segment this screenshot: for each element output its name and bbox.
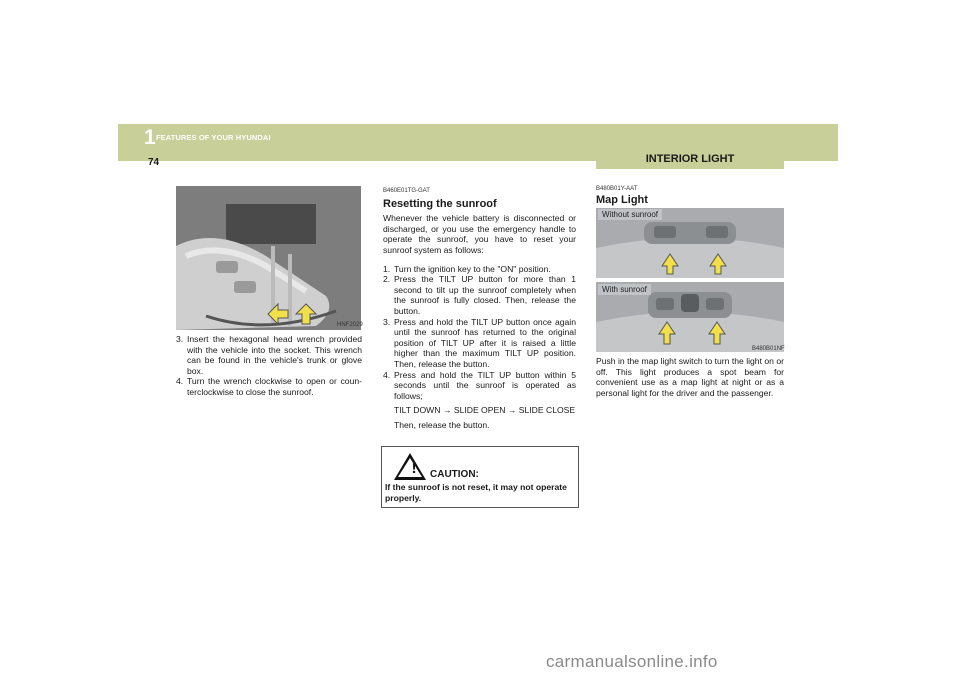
sequence-text: TILT DOWN → SLIDE OPEN → SLIDE CLOSE [394, 405, 576, 416]
list-item: 4. Turn the wrench clockwise to open or coun- terclockwise to close the sunroof. [176, 376, 362, 397]
right-column [596, 186, 784, 210]
map-light-heading: Map Light [596, 194, 648, 206]
watermark: carmanualsonline.info [546, 652, 718, 671]
middle-steps [383, 264, 576, 402]
list-item: 1. Turn the ignition key to the "ON" position. [383, 263, 551, 274]
list-item: 4. Press and hold the TILT UP button within 5 seconds until the sunroof is operated as follows; [383, 369, 576, 401]
caution-box: ! CAUTION: If the sunroof is not reset, it may not operate properly. [381, 446, 579, 508]
middle-column [383, 186, 576, 430]
left-steps [176, 334, 362, 398]
sunroof-wrench-illustration [176, 186, 361, 330]
chapter-number: 1 [144, 126, 156, 149]
release-text: Then, release the button. [394, 419, 490, 430]
section-code: B460E01TG-GAT [383, 188, 430, 194]
list-item: 3. Press and hold the TILT UP button once again until the sunroof has returned to the original position of TILT UP after it is raised a little higher than the maximum TILT UP position. Then, release the button. [383, 316, 576, 369]
caution-text: If the sunroof is not reset, it may not operate properly. [385, 482, 567, 503]
photo-code-right: B480B01NF [752, 346, 785, 352]
photo-code-left: HNF2029 [337, 322, 363, 328]
map-light-body: Push in the map light switch to turn the light on or off. This light produces a spot beam for convenient use as a map light at night or as a personal light for the driver and the passenger. [596, 356, 784, 398]
map-light-code: B480B01Y-AAT [596, 186, 638, 192]
without-sunroof-label: Without sunroof [598, 209, 662, 220]
resetting-heading: Resetting the sunroof [383, 197, 497, 210]
with-sunroof-label: With sunroof [598, 284, 651, 295]
list-item: 2. Press the TILT UP button for more than 1 second to tilt up the sunroof completely when the sunroof is fully closed. Then, release the button. [383, 274, 576, 316]
left-column [176, 334, 362, 398]
chapter-title: FEATURES OF YOUR HYUNDAI [156, 133, 271, 142]
intro-text: Whenever the vehicle battery is disconnected or discharged, or you use the emergency handle to operate the sunroof, you have to reset your sunroof system as follows: [383, 213, 576, 255]
caution-title: CAUTION: [430, 469, 479, 480]
section-title: INTERIOR LIGHT [645, 153, 735, 165]
sunroof-wrench-photo [176, 186, 361, 330]
page-number: 74 [148, 157, 160, 168]
list-item: 3. Insert the hexagonal head wrench provided with the vehicle into the socket. This wrench can be found in the vehicle's trunk or glove box. [176, 334, 362, 376]
